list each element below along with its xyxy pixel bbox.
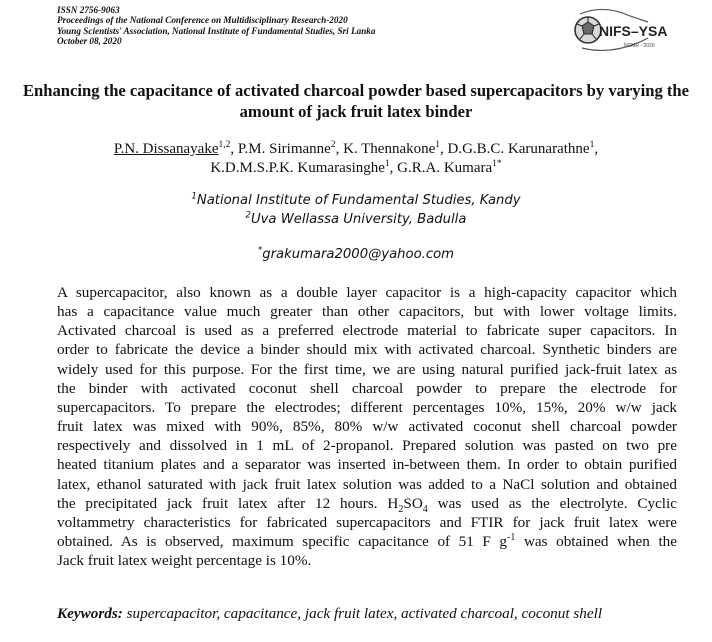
abstract <box>57 283 677 570</box>
abstract-line: Activated charcoal is used as a preferred electrode material to fabricate super capacitors. In <box>57 322 677 340</box>
email-marker: * <box>257 245 263 256</box>
author-affiliation-marker: 1 <box>435 140 441 150</box>
paper-title: Enhancing the capacitance of activated charcoal powder based supercapacitors by varying the amount of jack fruit latex binder <box>22 81 690 121</box>
author-affiliation-marker: 1* <box>492 159 502 169</box>
abstract-line: the binder with activated coconut shell charcoal powder to prepare the electrode for <box>57 379 677 397</box>
affiliation-marker: 1 <box>191 191 197 202</box>
email-address[interactable]: grakumara2000@yahoo.com <box>262 247 455 262</box>
corresponding-email <box>20 246 692 264</box>
keywords-label: Keywords: <box>57 605 123 622</box>
keywords <box>57 604 677 623</box>
author-affiliation-marker: 2 <box>330 140 336 150</box>
affiliation-text: Uva Wellassa University, Badulla <box>250 212 467 227</box>
conference-header <box>57 5 527 47</box>
author-name: G.R.A. Kumara <box>397 160 493 176</box>
author-name: K.D.M.S.P.K. Kumarasinghe <box>210 160 385 176</box>
author-name: D.G.B.C. Karunarathne <box>447 141 590 157</box>
proceedings-line: Proceedings of the National Conference on Multidisciplinary Research-2020 <box>57 15 348 26</box>
author-separator: , <box>440 141 448 157</box>
text-run: the precipitated jack fruit latex after 12 hours. H <box>57 494 399 512</box>
author-separator: , <box>335 141 344 157</box>
author-name: K. Thennakone <box>343 141 436 157</box>
abstract-line: voltammetry characteristics for fabricated supercapacitors and FTIR for jack fruit latex were <box>57 513 677 531</box>
abstract-line <box>57 532 677 551</box>
abstract-line: latex, ethanol saturated with jack fruit latex solution was added to a NaCl solution and obtained <box>57 475 677 493</box>
affiliation-marker: 2 <box>245 210 251 221</box>
logo-text: NIFS–YSA <box>599 23 668 39</box>
abstract-line: Jack fruit latex weight percentage is 10%. <box>57 552 312 570</box>
abstract-line: A supercapacitor, also known as a double layer capacitor is a high-capacity capacitor which <box>57 284 677 301</box>
affiliation-2 <box>20 211 692 229</box>
abstract-line: has a capacitance value much greater than other capacitors, but with lower voltage limits. <box>57 303 677 321</box>
text-run: was obtained when the <box>515 533 677 551</box>
issn-line: ISSN 2756-9063 <box>57 5 120 15</box>
text-run: SO <box>403 494 423 512</box>
abstract-line: order to fabricate the device a binder should mix with activated charcoal. Synthetic binders are <box>57 341 677 359</box>
text-run: was used as the electrolyte. Cyclic <box>427 494 677 512</box>
author-name: P.N. Dissanayake <box>113 141 219 157</box>
abstract-line: supercapacitors. To prepare the electrodes; different percentages 10%, 15%, 20% w/w jack <box>57 398 677 416</box>
superscript: -1 <box>507 531 516 543</box>
affiliation-1 <box>20 192 692 210</box>
author-affiliation-marker: 1 <box>384 159 390 169</box>
author-name: P.M. Sirimanne <box>237 141 331 157</box>
abstract-line: heated titanium plates and a separator was inserted in-between them. In order to obtain purified <box>57 456 677 474</box>
logo-subtext: NCMR - 2020 <box>624 43 655 49</box>
author-separator: , <box>389 160 398 176</box>
abstract-line <box>57 494 677 513</box>
author-affiliation-marker: 1 <box>589 140 595 150</box>
nifs-ysa-logo <box>574 6 668 54</box>
text-run: obtained. As is observed, maximum specific capacitance of 51 F g <box>57 533 508 551</box>
affiliation-text: National Institute of Fundamental Studies, Kandy <box>196 193 521 208</box>
abstract-line: widely used for this purpose. For the first time, we are using natural purified jack-fruit latex as <box>57 360 677 378</box>
abstract-line: fruit latex was mixed with 90%, 85%, 80% w/w activated coconut shell charcoal powder <box>57 418 677 436</box>
subscript: 2 <box>398 503 404 515</box>
author-list <box>20 140 692 178</box>
abstract-line: respectively and dissolved in 1 mL of 2-propanol. Prepared solution was pasted on two pre <box>57 437 677 455</box>
association-line: Young Scientists' Association, National Institute of Fundamental Studies, Sri Lanka <box>57 25 376 36</box>
author-affiliation-marker: 1,2 <box>218 140 231 150</box>
subscript: 4 <box>422 503 428 515</box>
fullerene-molecule-icon <box>574 6 668 54</box>
keywords-list: supercapacitor, capacitance, jack fruit latex, activated charcoal, coconut shell <box>122 605 603 622</box>
author-separator: , <box>230 141 238 157</box>
author-separator: , <box>594 141 599 157</box>
date-line: October 08, 2020 <box>57 36 122 47</box>
